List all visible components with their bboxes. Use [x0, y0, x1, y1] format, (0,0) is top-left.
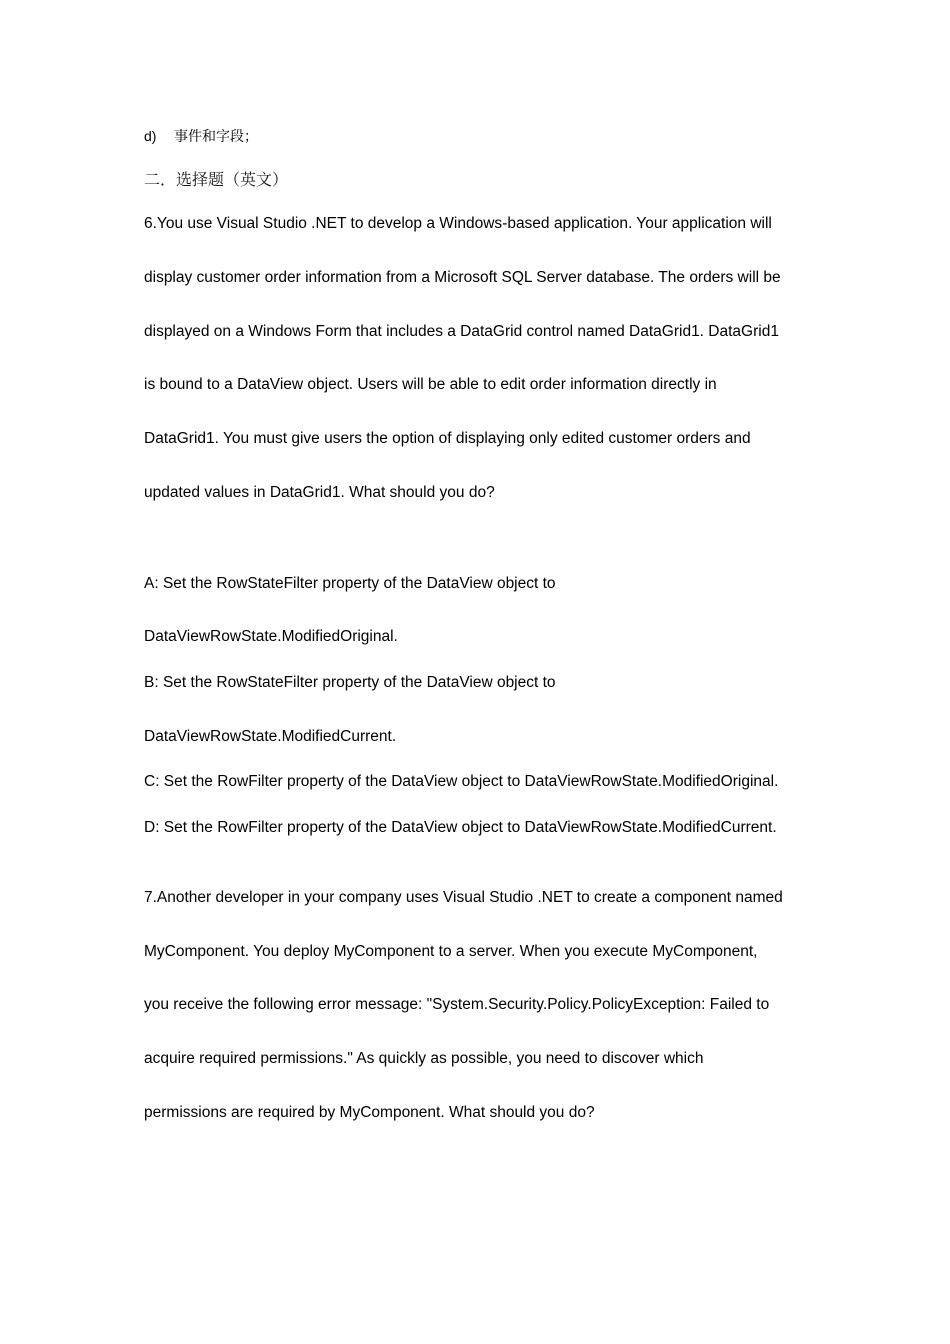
q6-option-a-line-1: A: Set the RowStateFilter property of the DataView object to: [144, 575, 556, 592]
q6-line-4: is bound to a DataView object. Users will be able to edit order information directly in: [144, 376, 717, 393]
q6-option-d: D: Set the RowFilter property of the DataView object to DataViewRowState.ModifiedCurrent.: [144, 819, 777, 836]
q6-option-c: C: Set the RowFilter property of the DataView object to DataViewRowState.ModifiedOriginal.: [144, 773, 779, 790]
section-heading: 二．选择题（英文）: [144, 170, 289, 189]
list-item-text: 事件和字段；: [174, 129, 258, 145]
q6-line-3: displayed on a Windows Form that includes a DataGrid control named DataGrid1. DataGrid1: [144, 323, 779, 340]
q7-line-4: acquire required permissions." As quickly as possible, you need to discover which: [144, 1050, 704, 1067]
q6-option-b-line-1: B: Set the RowStateFilter property of the DataView object to: [144, 674, 556, 691]
q7-line-5: permissions are required by MyComponent. What should you do?: [144, 1104, 595, 1121]
q6-line-1: 6.You use Visual Studio .NET to develop a Windows-based application. Your application will: [144, 215, 772, 232]
q7-line-2: MyComponent. You deploy MyComponent to a server. When you execute MyComponent,: [144, 943, 758, 960]
list-marker: d): [144, 128, 157, 144]
q6-line-5: DataGrid1. You must give users the option of displaying only edited customer orders and: [144, 430, 751, 447]
q6-line-2: display customer order information from a Microsoft SQL Server database. The orders will be: [144, 269, 781, 286]
q6-option-a-line-2: DataViewRowState.ModifiedOriginal.: [144, 628, 398, 645]
q6-option-b-line-2: DataViewRowState.ModifiedCurrent.: [144, 728, 397, 745]
q6-line-6: updated values in DataGrid1. What should you do?: [144, 484, 495, 501]
q7-line-3: you receive the following error message: "System.Security.Policy.PolicyException: Failed to: [144, 996, 770, 1013]
list-item-d: [144, 126, 258, 147]
q7-line-1: 7.Another developer in your company uses Visual Studio .NET to create a component named: [144, 889, 783, 906]
